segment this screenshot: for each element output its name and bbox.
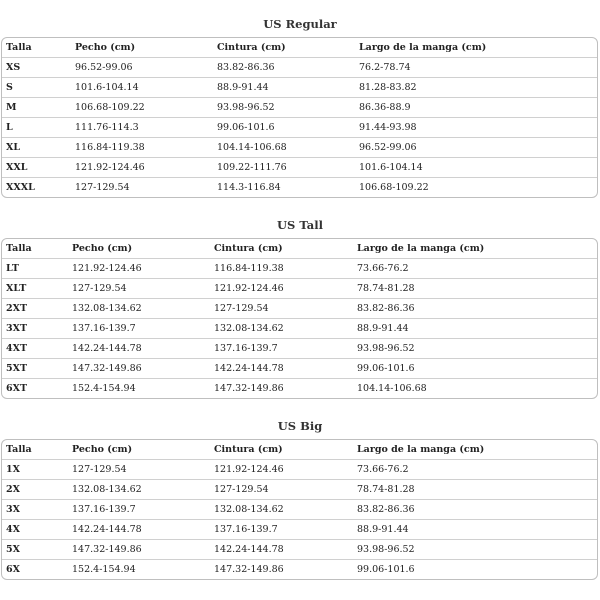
table-row	[2, 338, 597, 358]
measurement-cell: 81.28-83.82	[359, 82, 417, 93]
size-label-cell: S	[6, 82, 13, 93]
measurement-cell: 99.06-101.6	[217, 122, 275, 133]
table-row	[2, 358, 597, 378]
table-row	[2, 479, 597, 499]
measurement-cell: 83.82-86.36	[357, 504, 415, 515]
us-regular-table	[1, 37, 598, 198]
table-row	[2, 97, 597, 117]
size-label-cell: 2X	[6, 484, 20, 495]
column-header: Largo de la manga (cm)	[357, 243, 485, 254]
table-row	[2, 157, 597, 177]
column-header: Pecho (cm)	[72, 243, 133, 254]
table-header-row	[2, 38, 597, 57]
measurement-cell: 127-129.54	[214, 484, 269, 495]
measurement-cell: 127-129.54	[214, 303, 269, 314]
measurement-cell: 152.4-154.94	[72, 383, 136, 394]
measurement-cell: 99.06-101.6	[357, 564, 415, 575]
measurement-cell: 142.24-144.78	[214, 544, 284, 555]
measurement-cell: 142.24-144.78	[72, 343, 142, 354]
table-row	[2, 499, 597, 519]
measurement-cell: 127-129.54	[72, 283, 127, 294]
measurement-cell: 132.08-134.62	[214, 504, 284, 515]
measurement-cell: 111.76-114.3	[75, 122, 139, 133]
table-row	[2, 539, 597, 559]
measurement-cell: 116.84-119.38	[214, 263, 284, 274]
measurement-cell: 73.66-76.2	[357, 464, 409, 475]
measurement-cell: 147.32-149.86	[214, 564, 284, 575]
us-tall-table	[1, 238, 598, 399]
measurement-cell: 93.98-96.52	[357, 343, 415, 354]
column-header: Talla	[6, 243, 32, 254]
table-row	[2, 258, 597, 278]
measurement-cell: 83.82-86.36	[217, 62, 275, 73]
measurement-cell: 104.14-106.68	[357, 383, 427, 394]
measurement-cell: 93.98-96.52	[217, 102, 275, 113]
size-label-cell: L	[6, 122, 13, 133]
column-header: Cintura (cm)	[214, 444, 283, 455]
measurement-cell: 137.16-139.7	[214, 343, 278, 354]
table-header-row	[2, 239, 597, 258]
column-header: Largo de la manga (cm)	[359, 42, 487, 53]
column-header: Pecho (cm)	[75, 42, 136, 53]
table-row	[2, 378, 597, 398]
measurement-cell: 96.52-99.06	[75, 62, 133, 73]
table-row	[2, 117, 597, 137]
size-label-cell: 3XT	[6, 323, 28, 334]
measurement-cell: 96.52-99.06	[359, 142, 417, 153]
table-row	[2, 519, 597, 539]
table-row	[2, 459, 597, 479]
measurement-cell: 83.82-86.36	[357, 303, 415, 314]
table-row	[2, 137, 597, 157]
measurement-cell: 127-129.54	[75, 182, 130, 193]
measurement-cell: 99.06-101.6	[357, 363, 415, 374]
measurement-cell: 132.08-134.62	[214, 323, 284, 334]
table-row	[2, 298, 597, 318]
measurement-cell: 142.24-144.78	[214, 363, 284, 374]
table-row	[2, 177, 597, 197]
size-label-cell: 6X	[6, 564, 20, 575]
size-label-cell: 6XT	[6, 383, 28, 394]
size-label-cell: XS	[6, 62, 21, 73]
measurement-cell: 121.92-124.46	[214, 283, 284, 294]
measurement-cell: 101.6-104.14	[359, 162, 423, 173]
size-label-cell: LT	[6, 263, 19, 274]
measurement-cell: 147.32-149.86	[72, 544, 142, 555]
column-header: Talla	[6, 42, 32, 53]
measurement-cell: 88.9-91.44	[357, 524, 409, 535]
measurement-cell: 116.84-119.38	[75, 142, 145, 153]
measurement-cell: 91.44-93.98	[359, 122, 417, 133]
size-label-cell: 1X	[6, 464, 20, 475]
measurement-cell: 93.98-96.52	[357, 544, 415, 555]
measurement-cell: 121.92-124.46	[72, 263, 142, 274]
measurement-cell: 152.4-154.94	[72, 564, 136, 575]
table-row	[2, 77, 597, 97]
measurement-cell: 76.2-78.74	[359, 62, 411, 73]
measurement-cell: 147.32-149.86	[214, 383, 284, 394]
measurement-cell: 106.68-109.22	[75, 102, 145, 113]
us-big-title: US Big	[277, 419, 323, 433]
size-label-cell: 4XT	[6, 343, 28, 354]
size-label-cell: XLT	[6, 283, 27, 294]
measurement-cell: 142.24-144.78	[72, 524, 142, 535]
column-header: Cintura (cm)	[214, 243, 283, 254]
size-label-cell: 5X	[6, 544, 20, 555]
measurement-cell: 147.32-149.86	[72, 363, 142, 374]
size-label-cell: 2XT	[6, 303, 28, 314]
column-header: Cintura (cm)	[217, 42, 286, 53]
size-label-cell: M	[6, 102, 17, 113]
measurement-cell: 78.74-81.28	[357, 484, 415, 495]
measurement-cell: 114.3-116.84	[217, 182, 281, 193]
measurement-cell: 132.08-134.62	[72, 303, 142, 314]
us-regular-title: US Regular	[263, 17, 337, 31]
table-row	[2, 318, 597, 338]
table-row	[2, 57, 597, 77]
measurement-cell: 137.16-139.7	[214, 524, 278, 535]
measurement-cell: 73.66-76.2	[357, 263, 409, 274]
size-label-cell: XL	[6, 142, 21, 153]
us-tall-title: US Tall	[277, 218, 323, 232]
measurement-cell: 88.9-91.44	[217, 82, 269, 93]
us-big-table	[1, 439, 598, 580]
measurement-cell: 127-129.54	[72, 464, 127, 475]
column-header: Largo de la manga (cm)	[357, 444, 485, 455]
table-header-row	[2, 440, 597, 459]
size-label-cell: 4X	[6, 524, 20, 535]
measurement-cell: 109.22-111.76	[217, 162, 287, 173]
measurement-cell: 86.36-88.9	[359, 102, 411, 113]
size-label-cell: 5XT	[6, 363, 28, 374]
size-label-cell: XXL	[6, 162, 28, 173]
column-header: Talla	[6, 444, 32, 455]
table-row	[2, 559, 597, 579]
measurement-cell: 88.9-91.44	[357, 323, 409, 334]
measurement-cell: 104.14-106.68	[217, 142, 287, 153]
measurement-cell: 101.6-104.14	[75, 82, 139, 93]
measurement-cell: 106.68-109.22	[359, 182, 429, 193]
measurement-cell: 137.16-139.7	[72, 323, 136, 334]
size-label-cell: 3X	[6, 504, 20, 515]
measurement-cell: 132.08-134.62	[72, 484, 142, 495]
size-label-cell: XXXL	[6, 182, 35, 193]
table-row	[2, 278, 597, 298]
measurement-cell: 121.92-124.46	[214, 464, 284, 475]
measurement-cell: 121.92-124.46	[75, 162, 145, 173]
column-header: Pecho (cm)	[72, 444, 133, 455]
measurement-cell: 137.16-139.7	[72, 504, 136, 515]
measurement-cell: 78.74-81.28	[357, 283, 415, 294]
